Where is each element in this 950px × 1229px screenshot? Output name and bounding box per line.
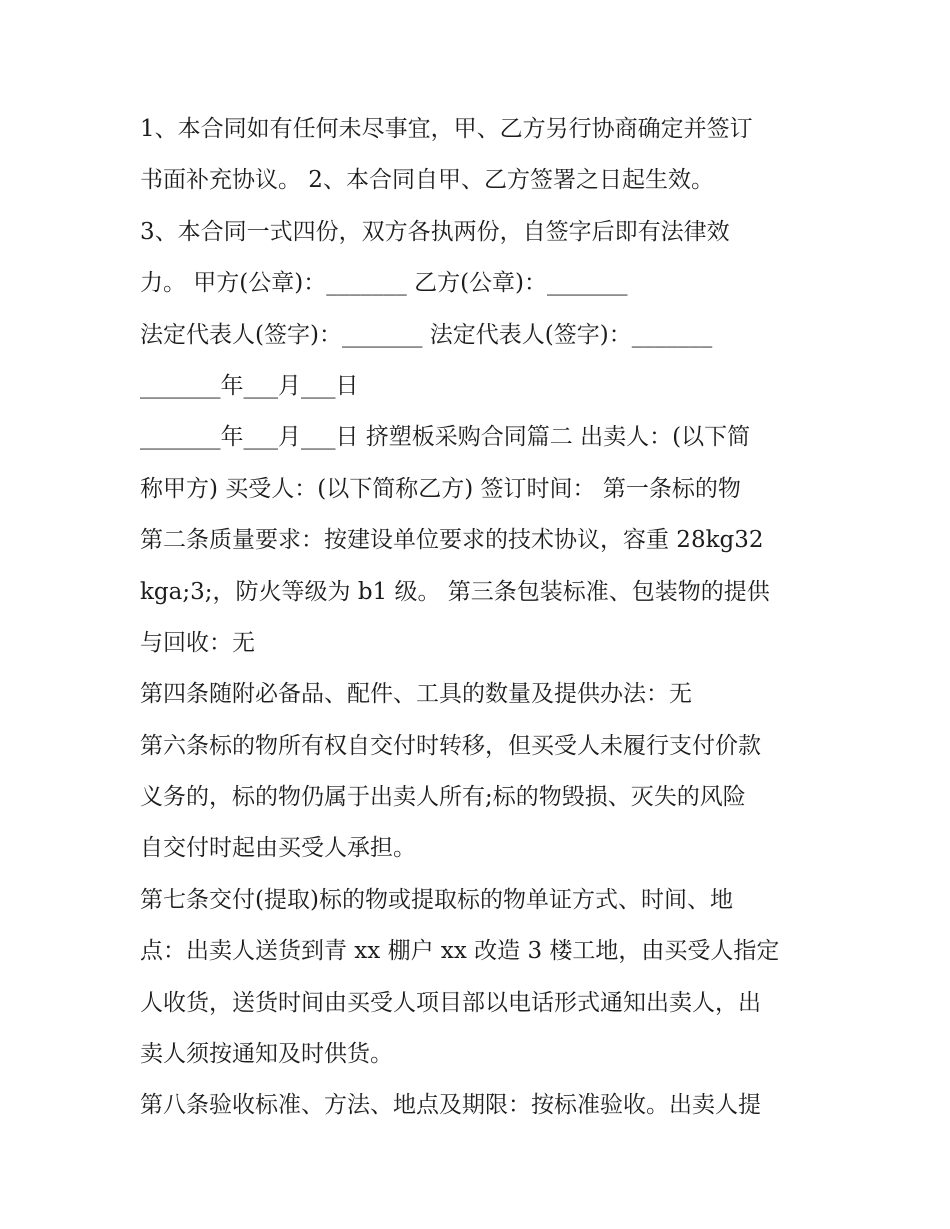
text-line: 第四条随附必备品、配件、工具的数量及提供办法：无	[140, 681, 692, 708]
text-line: 第二条质量要求：按建设单位要求的技术协议，容重 28kg32	[140, 527, 764, 554]
text-line: 人收货，送货时间由买受人项目部以电话形式通知出卖人，出	[140, 989, 761, 1016]
text-line: 1、本合同如有任何未尽事宜，甲、乙方另行协商确定并签订	[140, 116, 753, 142]
text-line: 点：出卖人送货到青 xx 棚户 xx 改造 3 楼工地，由买受人指定	[140, 938, 780, 965]
text-line: 与回收：无	[140, 629, 255, 656]
contract-text	[140, 104, 830, 1132]
text-line: _______年___月___日	[140, 372, 359, 399]
text-line: 称甲方) 买受人：(以下简称乙方) 签订时间： 第一条标的物	[140, 475, 741, 502]
text-line: 自交付时起由买受人承担。	[140, 835, 416, 862]
text-line: 第八条验收标准、方法、地点及期限：按标准验收。出卖人提	[140, 1092, 761, 1119]
text-line: 卖人须按通知及时供货。	[140, 1041, 393, 1068]
text-line: 3、本合同一式四份，双方各执两份，自签字后即有法律效	[140, 218, 730, 245]
text-line: 书面补充协议。 2、本合同自甲、乙方签署之日起生效。	[140, 167, 714, 194]
text-line: 第七条交付(提取)标的物或提取标的物单证方式、时间、地	[140, 886, 733, 913]
text-line: 第六条标的物所有权自交付时转移，但买受人未履行支付价款	[140, 732, 761, 759]
text-line: 力。 甲方(公章)：_______ 乙方(公章)：_______	[140, 270, 628, 297]
text-line: 法定代表人(签字)：_______ 法定代表人(签字)：_______	[140, 321, 713, 348]
text-line: 义务的，标的物仍属于出卖人所有;标的物毁损、灭失的风险	[140, 784, 746, 811]
text-line: _______年___月___日 挤塑板采购合同篇二 出卖人：(以下简	[140, 424, 751, 451]
text-line: kga;3;，防火等级为 b1 级。 第三条包装标准、包装物的提供	[140, 578, 770, 605]
